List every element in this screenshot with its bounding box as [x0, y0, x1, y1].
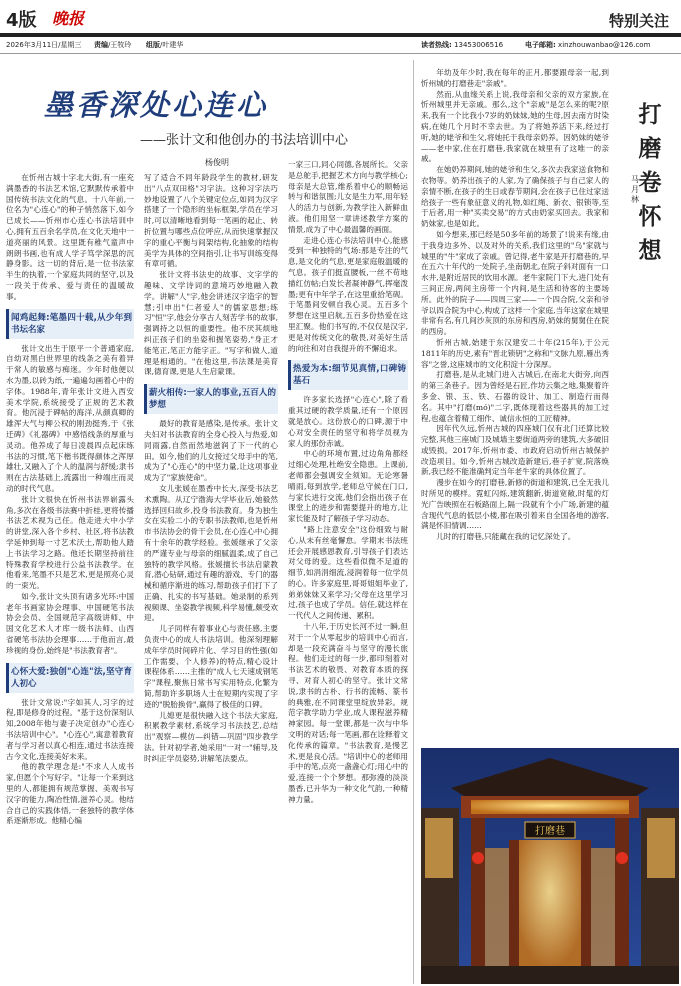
paragraph: 如今,张计文头顶有诸多光环:中国老年书画家协会理事、中国硬笔书法协会会员、全国规范字高级讲师、中国文化艺术人才库一级书法师、山西省硬笔书法协会理事……于他而言,最珍视的身份,始终是"书法教育者"。: [6, 591, 134, 655]
info-row: [0, 38, 681, 52]
paragraph: 然而,从血缘关系上说,我母亲和父亲的双方家族,在忻州城里并无亲戚。那么,这个"亲戚"是怎么来的呢?原来,我有一个比我小7岁的奶妹妹,她的生母,因去南方时染病,在她几个月时不幸去世。为了将她养活下来,经过打听,她的姥爷和生父,将她托于我母亲奶养。因奶妹的姥爷——老中家,住在打磨巷,我家就在城里有了这唯一的亲戚。: [421, 89, 609, 164]
article-author: 杨俊明: [205, 158, 229, 167]
feature-author: 马月林: [631, 175, 639, 204]
paragraph: 打磨巷,是从北城门进入古城后,在南北大街旁,向西的第三条巷子。因为曾经是石匠,作坊云集之地,集聚着许多金、银、玉、铁、石器的设计、加工、制造行而得名。其中"打磨(mó)"二字,既体现着这些器具的加工过程,也蕴含着精工细作、诚信永恒的工匠精神。: [421, 370, 609, 423]
paragraph: 写了适合不同年龄段学生的教材,研发出"八点双田格"习字法。这种习字法巧妙地设置了八个关键定位点,如同为汉字搭建了一个隐形的坐标框架,学员在学习时,可以清晰地看到每一笔画的起止、转折位置与哪些点位呼应,从而快速掌握汉字的重心平衡与间架结构,化抽象的结构美学为具体的空间指引,让书写训练变得有章可循。: [144, 173, 278, 269]
paragraph: 忻州古城,始建于东汉建安二十年(215年),于公元1811年的历史,素有"晋北锁钥"之称和"文脉九原,雁出秀容"之誉,这座城市的文化积淀十分深厚。: [421, 337, 609, 369]
paragraph: 在她奶养期间,她的姥爷和生父,多次去我家送食物和衣物等。奶养出孩子的人家,为了确保孩子与自己家人的亲情不断,在孩子的生日或春节期间,会在孩子已住过家送给孩子一些有象征意义的礼物,如红绳、新衣、银锁等,至于后者,用一种"买卖交易"的方式由奶家买回去。我家和奶妹家,也是如此。: [421, 165, 609, 229]
paragraph: 他的教学理念是:"不求人人成书家,但愿个个写好字。"让每一个来到这里的人,都能拥有规范掌握、美观书写汉字的能力,陶冶性情,滋养心灵。他结合自己的实践体悟,一套独特的教学体系逐渐形成。他精心编: [6, 762, 134, 826]
page-number: 4版: [6, 10, 37, 31]
article-subtitle: ——张计文和他创办的书法培训中心: [140, 133, 349, 148]
column-divider: [413, 60, 414, 984]
section-heading: 薪火相传:一家人的事业,五百人的梦想: [144, 384, 278, 414]
contact-email: 电子邮箱: xinzhouwanbao@126.com: [525, 41, 651, 49]
page-header: [0, 0, 681, 40]
designer-credit: 组版/叶建华: [146, 41, 184, 49]
paragraph: 张计文很快在忻州书法界崭露头角,多次在各级书法赛中折桂,更将传播书法艺术视为己任。他走进大中小学的讲堂,深入各个乡村、社区,将书法教学延伸到每一寸艺术沃土,帮助他人踏上书法学习之路。他还长期坚持前往特殊教育学校进行公益书法教学。在他看来,笔墨不只是艺术,更是照亮心灵的一束光。: [6, 494, 134, 591]
paragraph: 张计文出生于原平一个普通家庭,自幼对黑白世界里的线条之美有着异于常人的敏感与痴迷。少年时他便以水为墨,以砖为纸,一遍遍勾画着心中的字体。1988年,青年张计文进入西安美术学院,系统接受了正规的艺术教育。他沉浸于碑帖的海洋,从颜真卿的雄浑大气与柳公权的刚劲挺秀,于《张迁碑》《礼器碑》中感悟线条的厚重与灵动。他养成了每日凌晨四点起床练书法的习惯,笔下楷书既得颜体之浑厚雄壮,又融入了个人的温润与舒缓;隶书则在古法基础上,流露出一种端庄而灵动的时代气息。: [6, 343, 134, 493]
archway-illustration: [421, 748, 679, 984]
paragraph: 在忻州古城十字北大街,有一座充满墨香的书法艺术馆,它默默传承着中国传统书法文化的气息。十八年前,一位名为"心连心"的种子悄然落下,如今已成长——忻州市心连心书法培训中心,拥有五百余名学员,在文化天地中一道亮丽的风景。这里既有稚气童声中朗朗书画,也有成人学子笃学深思的沉静身影。这一切的背后,是一位书法家半生的执着,一个家庭共同的坚守,以及一段关于传承、爱与责任的温暖故事。: [6, 173, 134, 301]
masthead-logo: 晚报: [52, 9, 85, 28]
editor-credit: 责编/王牧玲: [94, 41, 132, 49]
issue-date: 2026年3月11日/星期三: [6, 41, 82, 49]
paragraph: 走进心连心书法培训中心,能感受到一种独特的气场:那是专注的气息,是文化的气息,更是家庭般温暖的气息。孩子们挺直腰板,一丝不苟地描红仿帖;白发长者凝神静气,挥毫泼墨;更有中年学子,在这里重拾笔砚。于笔墨间安顿自我心灵。五百多个梦想在这里启航,五百多份热爱在这里汇聚。他们书写的,不仅仅是汉字,更是对传统文化的敬畏,对美好生活的向往和对自我提升的不懈追求。: [288, 235, 408, 353]
feature-column: [421, 68, 609, 543]
archway-photo: [421, 748, 679, 984]
paragraph: "路上注意安全"这份细致与耐心,从未有丝毫懈怠。学期末书法班还会开展感恩教育,引导孩子们表达对父母的爱。这些看似微不足道的细节,如涓涓细流,浸润着每一位学员的心。许多家庭里,哥哥姐姐毕业了,弟弟妹妹又来学习;父母在这里学习过,孩子也成了学员。信任,就这样在一代代人之间传递、累积。: [288, 524, 408, 621]
paragraph: 漫步在如今的打磨巷,新修的街道和建筑,已全无我儿时所见的模样。霓虹闪烁,建筑翻新,街道宽敞,时髦的灯光广告映照在石板路面上,隔一段就有个小广场,新建的蕴含现代气息的低层小楼,都在吸引着来自全国各地的游客,满是怀旧情调……: [421, 478, 609, 531]
paragraph: 儿时的打磨巷,只能藏在我的记忆深处了。: [436, 532, 576, 542]
article-column-1: [6, 173, 134, 827]
paragraph: 儿子同样有着事业心与责任感,主要负责中心的成人书法培训。他深刻理解成年学员时间碎片化、学习目的性强(如工作需要、个人修养)的特点,精心设计课程体系……主推的"成人七天速成钢笔字"课程,聚焦日常书写实用特点,化繁为简,帮助许多职场人士在短期内实现了字迹的"脱胎换骨",赢得了极佳的口碑。: [144, 624, 278, 709]
article-column-3: [288, 160, 408, 806]
section-heading: 心怀大爱:独创"心连"法,坚守育人初心: [6, 663, 134, 693]
paragraph: 如今想来,那已经是50多年前的场景了!说来有缘,由于我身边多外、以及对外的关系,我们这里的"乌"家就与城里的"牛"家成了亲戚。曾记得,老牛家是开打磨巷的,早在五六十年代的一处院子,坐南朝北,在院子斜对面有一口水井,是附近居民的饮用水源。老牛家院门下大,进门处有三间正房,两间主房带一个内间,是生活和待客的主要场所。此外的院子——四周三家——一个四合院,父亲和爷爷以四合院为中心,构成了这样一个家庭,当年这家在城里非常有名,有几间沙灰顶的东房和西房,奶妹的舅舅住在院的西房。: [421, 229, 609, 337]
article-title: 墨香深处心连心: [44, 88, 269, 122]
paragraph: 女儿张媛在墨香中长大,深受书法艺术熏陶。从辽宁渤海大学毕业后,她毅然选择回归故乡,投身书法教育。身为独生女在实验二小的专职书法教师,也是忻州市书法协会的骨干会员,在心连心中心拥有十余年的教学经验。张媛继承了父亲的严谨专业与母亲的细腻温柔,成了自己独特的教学风格。张媛擅长书法启蒙教育,潜心钻研,通过有趣的游戏、专门的器械和循序渐进的练习,帮助孩子们打下了正确、扎实的书写基础。她录制的系列视频课、坐姿教学视频,科学易懂,颇受欢迎。: [144, 483, 278, 623]
archway-sign: 打磨巷: [535, 826, 565, 837]
article-column-2: [144, 173, 278, 765]
section-heading: 热爱为本:细节见真情,口碑铸基石: [288, 360, 408, 390]
paragraph: 中心的环境布置,过边角角都经过细心处理,杜绝安全隐患。上课前,老师都会强调安全须知。无论寒暑晴雨,每到放学,老师总守候在门口,与家长进行交流,他们会指出孩子在课堂上的进步和需要提升的地方,让家长能及时了解孩子学习动态。: [288, 449, 408, 524]
paragraph: 张计文将书法史的故事、文字学的趣味、文学诗词的意境巧妙地融入教学。讲解"人"字,他会讲述汉字造字的智慧;引申出"仁者爱人"的儒家思想;练习"恒"字,他会分享古人刻苦学书的故事,强调持之以恒的重要性。他不厌其烦地纠正孩子们的坐姿和握笔姿势,"身正才能笔正,笔正方能字正。"写字和做人,道理是相通的。"在他这里,书法课是美育课,德育课,更是人生启蒙课。: [144, 270, 278, 377]
paragraph: 因年代久远,忻州古城的四座城门仅有北门还算比较完整,其他三座城门及城墙主要街道两旁的建筑,大多破旧或毁损。2017年,忻州市委、市政府启动忻州古城保护改造项目。如今,忻州古城改造新建后,巷子扩宽,院落焕新,我已经不能准确判定当年老牛家的具体位置了。: [421, 424, 609, 477]
feature-title: 打磨卷怀想: [638, 101, 662, 264]
paragraph: 十八年,于历史长河不过一瞬,但对于一个从零起步的培训中心而言,却是一段充满奋斗与坚守的漫长旅程。他们走过的每一步,都印刻着对书法艺术的敬畏、对教育本质的探寻、对育人初心的坚守。张计文常说,隶书的古朴、行书的流畅、篆书的典雅,在不同课堂里绽放异彩。规范字教学助力学业,成人课程滋养精神家园。每一堂课,都是一次与中华文明的对话;每一笔画,都在诠释着文化传承的篇章。"书法教育,是慢艺术,更是良心活。"培训中心的老师用手中的笔,点亮一盏盏心灯;用心中的爱,连接一个个梦想。那弥漫的淡淡墨香,已升华为一种文化气韵,一种精神力量。: [288, 622, 408, 804]
paragraph: 儿媳更是很快融入这个书法大家庭,积累教学素材,系统学习书法技艺,总结出"观察—模仿—纠错—巩固"四步教学法。针对初学者,她采用"一对一"辅导,及时纠正学员姿势,讲解笔法要点。: [144, 710, 278, 763]
header-divider: [0, 33, 681, 37]
paragraph: 许多家长选择"心连心",除了看重其过硬的教学质量,还有一个原因就是放心。这份放心的口碑,源于中心对安全责任的坚守和将学员视为家人的那份赤诚。: [288, 395, 408, 448]
paragraph: 一家三口,同心同德,各展所长。父亲是总舵手,把握艺术方向与教学核心;母亲是大总管,维系着中心的顺畅运转与和谐氛围;儿女是生力军,用年轻人的活力与创新,为教学注入新鲜血液。他们用坚一章讲述教学方案的情景,成为了中心最温馨的画面。: [288, 160, 408, 234]
paragraph: 最好的教育是感染,是传承。张计文夫妇对书法教育的全身心投入与热爱,如同雨露,自然而然地滋润了下一代的心田。如今,他们的儿女接过父母手中的笔,成为了"心连心"的中坚力量,让这项事业成为了"家族使命"。: [144, 419, 278, 483]
info-divider: [0, 53, 681, 54]
section-heading: 闻鸡起舞:笔墨四十载,从少年到书坛名家: [6, 309, 134, 339]
paragraph: 张计文常说:"字如其人,习字的过程,即是修身的过程。"基于这份深刻认知,2008年他与妻子决定创办"心连心书法培训中心"。"心连心",寓意着教育者与学习者以真心相连,通过书法连接古今文化,连接美好未来。: [6, 697, 134, 761]
section-title: 特别关注: [608, 12, 669, 30]
reader-hotline: 读者热线: 13453006516: [421, 41, 504, 49]
paragraph: 年幼及年少时,我在每年的正月,都要跟母亲一起,到忻州城的打磨巷走"亲戚"。: [421, 68, 609, 88]
